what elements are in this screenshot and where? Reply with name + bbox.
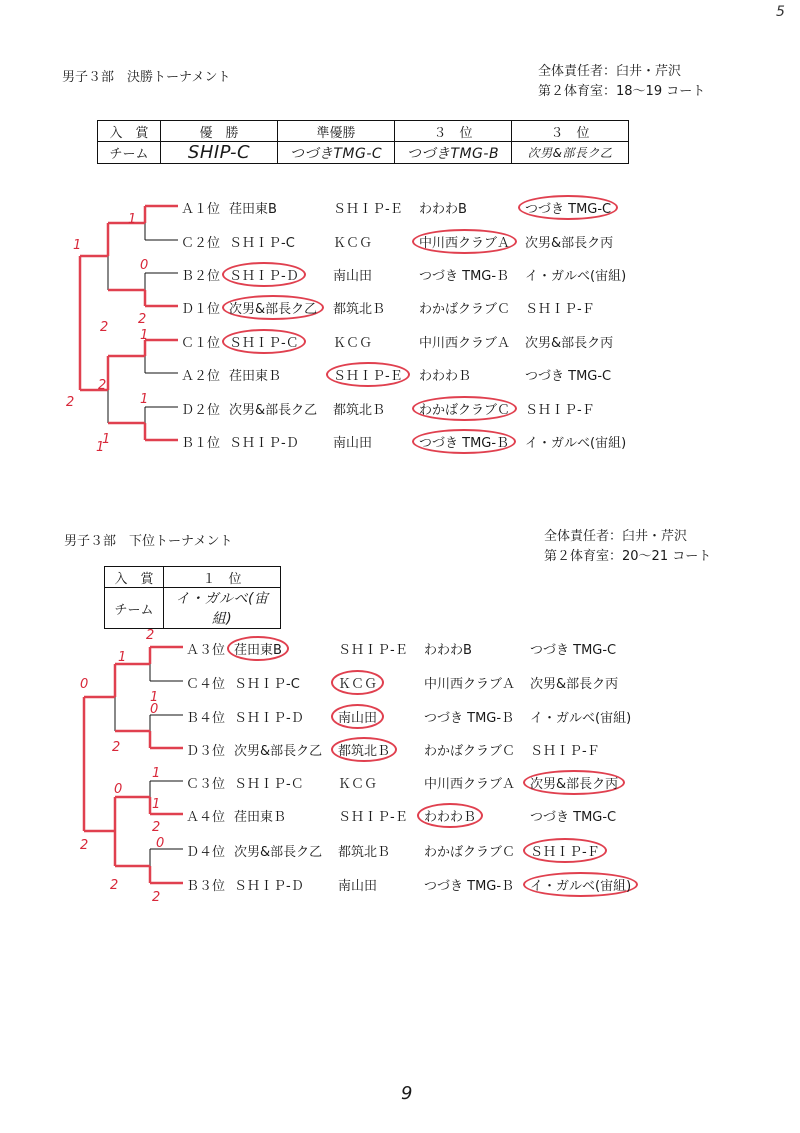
team-label: チーム [105,588,164,629]
group-team: 都筑北Ｂ [338,845,391,860]
score-mark: 0 [140,258,149,273]
seed-label: Ｂ１位 [181,436,221,451]
group-team: 次男&部長ク丙 [525,336,614,351]
team-name: ＳＨＩＰ-Ｄ [234,711,304,726]
seed-label: Ｂ３位 [186,879,226,894]
group-team: ＳＨＩＰ-Ｆ [525,403,595,418]
team-name: 荏田東Ｂ [234,810,287,825]
group-team: イ・ガルベ(宙組) [525,436,627,451]
group-team: ＫＣＧ [333,236,373,251]
seed-label: Ｃ４位 [186,677,226,692]
group-team: 南山田 [333,436,373,451]
group-team: イ・ガルベ(宙組) [525,269,627,284]
group-team: ＫＣＧ [331,670,384,695]
venue-label: 第２体育室：20～21 コート [544,549,712,564]
team-name: 次男&部長ク乙 [234,744,323,759]
group-team: 次男&部長ク丙 [530,677,619,692]
seed-label: Ａ３位 [186,643,226,658]
group-team: つづき TMG-C [518,195,618,220]
manager-label: 全体責任者：臼井・芹沢 [538,64,682,79]
group-team: つづき TMG-Ｂ [419,269,510,284]
award-team: つづきTMG-C [278,142,395,164]
section-title: 男子３部 決勝トーナメント [62,70,231,85]
team-name: 次男&部長ク乙 [234,845,323,860]
group-team: ＫＣＧ [333,336,373,351]
score-mark: 1 [118,650,127,665]
group-team: つづき TMG-C [525,369,612,384]
score-mark: 0 [80,677,89,692]
group-team: 南山田 [333,269,373,284]
award-team: SHIP-C [161,142,278,164]
group-team: 都筑北Ｂ [333,302,386,317]
score-mark: 1 [96,440,105,455]
award-team: つづきTMG-B [395,142,512,164]
group-team: 次男&部長ク丙 [525,236,614,251]
score-mark: 2 [152,820,161,835]
score-mark: 2 [112,740,121,755]
group-team: わわわB [419,202,467,217]
group-team: つづき TMG-C [530,810,617,825]
score-mark: 1 [128,212,137,227]
team-name: 次男&部長ク乙 [229,403,318,418]
seed-label: Ｂ４位 [186,711,226,726]
group-team: わわわＢ [417,803,483,828]
group-team: わかばクラブＣ [424,845,516,860]
award-col: ３ 位 [512,121,629,142]
award-col: １ 位 [164,567,281,588]
score-mark: 2 [80,838,89,853]
award-col: ３ 位 [395,121,512,142]
score-mark: 2 [100,320,109,335]
score-mark: 2 [152,890,161,905]
seed-label: Ｄ２位 [181,403,221,418]
group-team: つづき TMG-Ｂ [412,429,516,454]
award-header: 入 賞 [98,121,161,142]
award-header: 入 賞 [105,567,164,588]
score-mark: 1 [102,432,111,447]
score-mark: 1 [140,392,149,407]
team-name: ＳＨＩＰ-Ｄ [234,879,304,894]
team-name: ＳＨＩＰ-Ｄ [222,262,306,287]
score-mark: 2 [110,878,119,893]
group-team: わわわB [424,643,472,658]
award-team: 次男&部長ク乙 [512,142,629,164]
manager-label: 全体責任者：臼井・芹沢 [544,529,688,544]
score-mark: 1 [152,797,161,812]
section-title: 男子３部 下位トーナメント [64,534,233,549]
group-team: つづき TMG-Ｂ [424,711,515,726]
seed-label: Ｄ４位 [186,845,226,860]
team-name: 次男&部長ク乙 [222,295,324,320]
score-mark: 1 [140,328,149,343]
group-team: 中川西クラブＡ [419,336,511,351]
seed-label: Ｄ３位 [186,744,226,759]
group-team: わかばクラブＣ [419,302,511,317]
team-name: 荏田東Ｂ [229,369,282,384]
score-mark: 1 [152,766,161,781]
group-team: つづき TMG-C [530,643,617,658]
seed-label: Ａ１位 [181,202,221,217]
award-col: 優 勝 [161,121,278,142]
group-team: ＳＨＩＰ-Ｆ [525,302,595,317]
team-name: ＳＨＩＰ-Ｃ [222,329,306,354]
score-mark: 2 [98,378,107,393]
group-team: 中川西クラブＡ [424,677,516,692]
seed-label: Ｃ２位 [181,236,221,251]
group-team: 中川西クラブＡ [424,777,516,792]
team-name: ＳＨＩＰ-Ｃ [234,777,304,792]
score-mark: 0 [156,836,165,851]
score-mark: 2 [138,312,147,327]
score-mark: 2 [66,395,75,410]
group-team: わかばクラブＣ [424,744,516,759]
group-team: ＳＨＩＰ-Ｅ [326,362,410,387]
group-team: 都筑北Ｂ [333,403,386,418]
team-name: ＳＨＩＰ-C [234,677,300,692]
group-team: 中川西クラブＡ [412,229,517,254]
seed-label: Ｃ１位 [181,336,221,351]
score-mark: 0 [150,702,159,717]
group-team: 都筑北Ｂ [331,737,397,762]
seed-label: Ａ２位 [181,369,221,384]
group-team: わわわＢ [419,369,472,384]
group-team: ＳＨＩＰ-Ｅ [333,202,403,217]
group-team: 次男&部長ク丙 [523,770,625,795]
score-mark: 1 [150,690,159,705]
seed-label: Ｃ３位 [186,777,226,792]
group-team: 南山田 [338,879,378,894]
venue-label: 第２体育室：18～19 コート [538,84,706,99]
group-team: イ・ガルベ(宙組) [523,872,638,897]
group-team: ＫＣＧ [338,777,378,792]
group-team: ＳＨＩＰ-Ｅ [338,810,408,825]
group-team: つづき TMG-Ｂ [424,879,515,894]
score-mark: 2 [146,628,155,643]
team-label: チーム [98,142,161,164]
group-team: わかばクラブＣ [412,396,517,421]
group-team: ＳＨＩＰ-Ｅ [338,643,408,658]
seed-label: Ｂ２位 [181,269,221,284]
seed-label: Ｄ１位 [181,302,221,317]
group-team: ＳＨＩＰ-Ｆ [530,744,600,759]
corner-mark: 5 [776,4,785,20]
score-mark: 0 [114,782,123,797]
score-mark: 1 [73,238,82,253]
award-col: 準優勝 [278,121,395,142]
team-name: ＳＨＩＰ-Ｄ [229,436,299,451]
team-name: 荏田東B [227,636,289,661]
team-name: 荏田東B [229,202,277,217]
page-number: 9 [401,1083,413,1104]
team-name: ＳＨＩＰ-C [229,236,295,251]
group-team: イ・ガルベ(宙組) [530,711,632,726]
group-team: ＳＨＩＰ-Ｆ [523,838,607,863]
award-team: イ・ガルベ(宙組) [164,588,281,629]
seed-label: Ａ４位 [186,810,226,825]
group-team: 南山田 [331,704,384,729]
